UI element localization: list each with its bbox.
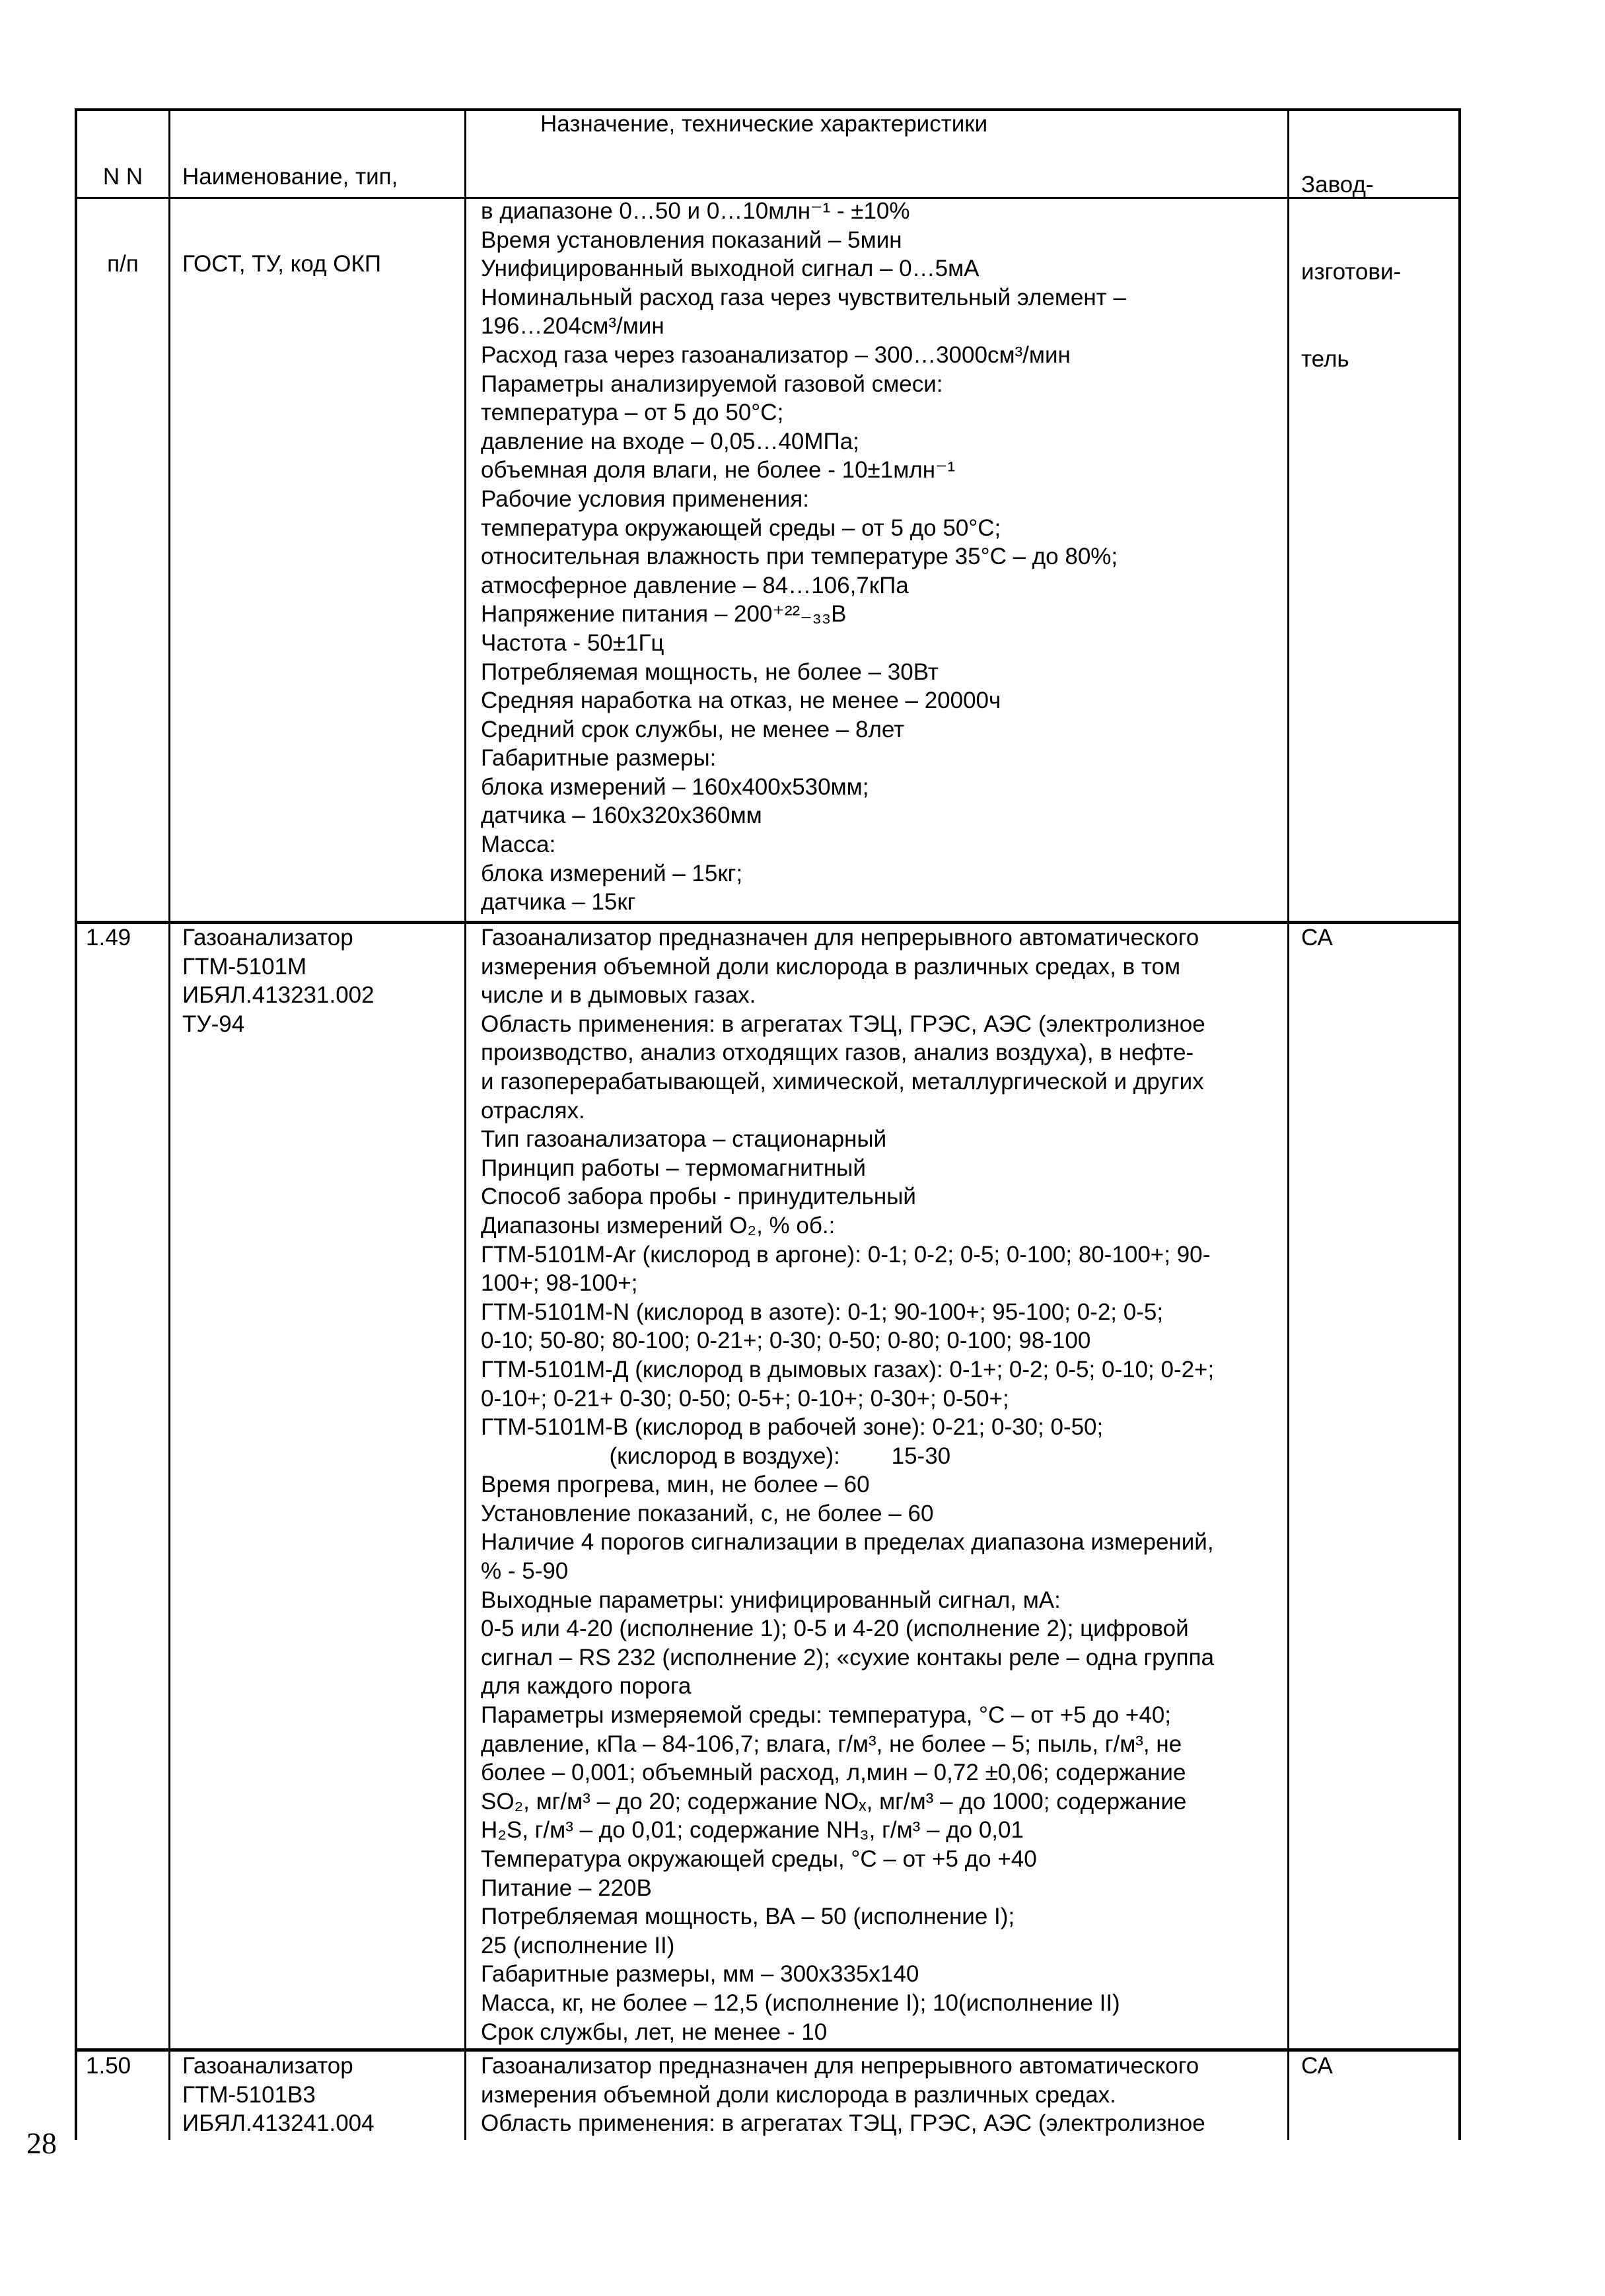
description-line: Номинальный расход газа через чувствительный элемент –: [481, 284, 1126, 310]
description-line: 0-10+; 0-21+ 0-30; 0-50; 0-5+; 0-10+; 0-30+; 0-50+;: [481, 1385, 1009, 1412]
description-line: Установление показаний, с, не более – 60: [481, 1500, 934, 1526]
description-line: ГТМ-5101М-В (кислород в рабочей зоне): 0-21; 0-30; 0-50;: [481, 1414, 1104, 1441]
name-line: ГТМ-5101М: [182, 953, 307, 980]
description-line: давление на входе – 0,05…40МПа;: [481, 428, 859, 454]
name-line: ИБЯЛ.413241.004: [182, 2110, 374, 2137]
description-line: измерения объемной доли кислорода в различных средах.: [481, 2081, 1116, 2108]
header-name-line2: ГОСТ, ТУ, код ОКП: [182, 251, 382, 277]
description-line: Принцип работы – термомагнитный: [481, 1155, 866, 1181]
description-line: SO₂, мг/м³ – до 20; содержание NOₓ, мг/м³ – до 1000; содержание: [481, 1788, 1187, 1814]
description-line: датчика – 160х320х360мм: [481, 803, 762, 829]
description-line: Параметры анализируемой газовой смеси:: [481, 371, 943, 397]
description-line: Габаритные размеры:: [481, 745, 717, 771]
description-line: производство, анализ отходящих газов, анализ воздуха), в нефте-: [481, 1040, 1194, 1066]
col-line-3: [1287, 108, 1289, 2140]
header-number-line1: N N: [102, 164, 143, 190]
col-line-2: [464, 108, 466, 2140]
description-line: Газоанализатор предназначен для непрерывного автоматического: [481, 925, 1199, 951]
description-line: датчика – 15кг: [481, 889, 636, 915]
description-line: 0-5 или 4-20 (исполнение 1); 0-5 и 4-20 (исполнение 2); цифровой: [481, 1616, 1189, 1642]
header-manufacturer-line1: Завод-: [1301, 172, 1374, 197]
col-line-4: [1458, 108, 1461, 2140]
description-line: Средний срок службы, не менее – 8лет: [481, 716, 905, 742]
row-149-number: 1.49: [86, 925, 131, 951]
header-manufacturer: [1301, 112, 1401, 432]
description-line: и газоперерабатывающей, химической, металлургической и других: [481, 1068, 1204, 1094]
description-line: Унифицированный выходной сигнал – 0…5мА: [481, 256, 980, 282]
description-line: объемная доля влаги, не более - 10±1млн⁻¹: [481, 457, 956, 484]
description-line: Тип газоанализатора – стационарный: [481, 1126, 887, 1153]
description-line: ГТМ-5101М-Ar (кислород в аргоне): 0-1; 0-2; 0-5; 0-100; 80-100+; 90-: [481, 1241, 1211, 1268]
name-line: ИБЯЛ.413231.002: [182, 982, 374, 1009]
header-manufacturer-line3: тель: [1301, 346, 1349, 372]
header-number-line2: п/п: [107, 251, 139, 277]
description-line: Напряжение питания – 200⁺²²₋₃₃В: [481, 601, 847, 628]
row-150-manufacturer: СА: [1301, 2053, 1333, 2079]
description-line: Частота - 50±1Гц: [481, 629, 664, 656]
header-description: Назначение, технические характеристики: [540, 111, 988, 137]
description-line: Масса, кг, не более – 12,5 (исполнение I); 10(исполнение II): [481, 1990, 1120, 2016]
description-line: температура окружающей среды – от 5 до 50°С;: [481, 515, 1001, 541]
description-line: измерения объемной доли кислорода в различных средах, в том: [481, 953, 1181, 980]
description-line: давление, кПа – 84-106,7; влага, г/м³, не более – 5; пыль, г/м³, не: [481, 1731, 1182, 1757]
description-line: числе и в дымовых газах.: [481, 982, 756, 1009]
description-line: Способ забора пробы - принудительный: [481, 1184, 916, 1210]
header-name: [182, 104, 398, 337]
row-150-name: [182, 2052, 374, 2138]
header-name-line1: Наименование, тип,: [182, 164, 398, 190]
description-line: Наличие 4 порогов сигнализации в пределах диапазона измерений,: [481, 1529, 1214, 1556]
description-line: Средняя наработка на отказ, не менее – 20000ч: [481, 688, 1001, 714]
continuation-description: [481, 197, 1126, 917]
description-line: Параметры измеряемой среды: температура, °С – от +5 до +40;: [481, 1702, 1172, 1729]
description-line: более – 0,001; объемный расход, л,мин – 0,72 ±0,06; содержание: [481, 1760, 1186, 1786]
description-line: 0-10; 50-80; 80-100; 0-21+; 0-30; 0-50; 0-80; 0-100; 98-100: [481, 1328, 1091, 1354]
description-line: ГТМ-5101М-Д (кислород в дымовых газах): 0-1+; 0-2; 0-5; 0-10; 0-2+;: [481, 1356, 1215, 1382]
description-line: H₂S, г/м³ – до 0,01; содержание NH₃, г/м³ – до 0,01: [481, 1817, 1024, 1844]
header-number: [77, 104, 168, 337]
description-line: Диапазоны измерений О₂, % об.:: [481, 1212, 836, 1238]
description-line: Время прогрева, мин, не более – 60: [481, 1472, 870, 1498]
description-line: в диапазоне 0…50 и 0…10млн⁻¹ - ±10%: [481, 198, 910, 224]
description-line: Потребляемая мощность, ВА – 50 (исполнение I);: [481, 1904, 1015, 1930]
row-149-manufacturer: СА: [1301, 925, 1333, 951]
description-line: Масса:: [481, 832, 556, 858]
description-line: Габаритные размеры, мм – 300х335х140: [481, 1961, 919, 1988]
row-150-description: [481, 2052, 1205, 2138]
description-line: относительная влажность при температуре 35°С – до 80%;: [481, 544, 1118, 570]
name-line: ТУ-94: [182, 1011, 245, 1037]
row-150-number: 1.50: [86, 2053, 131, 2079]
name-line: Газоанализатор: [182, 925, 353, 951]
description-line: ГТМ-5101М-N (кислород в азоте): 0-1; 90-100+; 95-100; 0-2; 0-5;: [481, 1299, 1164, 1325]
description-line: блока измерений – 15кг;: [481, 860, 743, 886]
row-149-description: [481, 923, 1214, 2046]
description-line: отраслях.: [481, 1097, 585, 1124]
description-line: температура – от 5 до 50°С;: [481, 400, 784, 426]
row-149-name: [182, 923, 374, 1038]
description-line: Расход газа через газоанализатор – 300…3000см³/мин: [481, 341, 1071, 368]
description-line: 100+; 98-100+;: [481, 1270, 638, 1297]
description-line: 196…204см³/мин: [481, 313, 664, 340]
header-manufacturer-line2: изготови-: [1301, 259, 1402, 285]
name-line: ГТМ-5101В3: [182, 2081, 316, 2108]
description-line: Потребляемая мощность, не более – 30Вт: [481, 659, 939, 685]
description-line: Температура окружающей среды, °С – от +5 до +40: [481, 1846, 1037, 1872]
description-line: Питание – 220В: [481, 1875, 652, 1901]
description-line: сигнал – RS 232 (исполнение 2); «сухие контакы реле – одна группа: [481, 1644, 1215, 1670]
description-line: блока измерений – 160х400х530мм;: [481, 773, 869, 800]
description-line: Область применения: в агрегатах ТЭЦ, ГРЭС, АЭС (электролизное: [481, 2110, 1205, 2137]
description-line: (кислород в воздухе): 15-30: [481, 1443, 951, 1469]
description-line: Область применения: в агрегатах ТЭЦ, ГРЭС, АЭС (электролизное: [481, 1011, 1205, 1037]
description-line: Выходные параметры: унифицированный сигнал, мА:: [481, 1587, 1061, 1613]
description-line: % - 5-90: [481, 1558, 569, 1585]
description-line: Срок службы, лет, не менее - 10: [481, 2019, 828, 2045]
name-line: Газоанализатор: [182, 2053, 353, 2079]
col-line-0: [75, 108, 77, 2140]
page-number: 28: [26, 2126, 57, 2160]
description-line: Время установления показаний – 5мин: [481, 227, 902, 253]
description-line: для каждого порога: [481, 1673, 692, 1700]
description-line: 25 (исполнение II): [481, 1932, 675, 1958]
col-line-1: [168, 108, 170, 2140]
description-line: Газоанализатор предназначен для непрерывного автоматического: [481, 2053, 1199, 2079]
description-line: атмосферное давление – 84…106,7кПа: [481, 572, 909, 598]
description-line: Рабочие условия применения:: [481, 485, 809, 512]
